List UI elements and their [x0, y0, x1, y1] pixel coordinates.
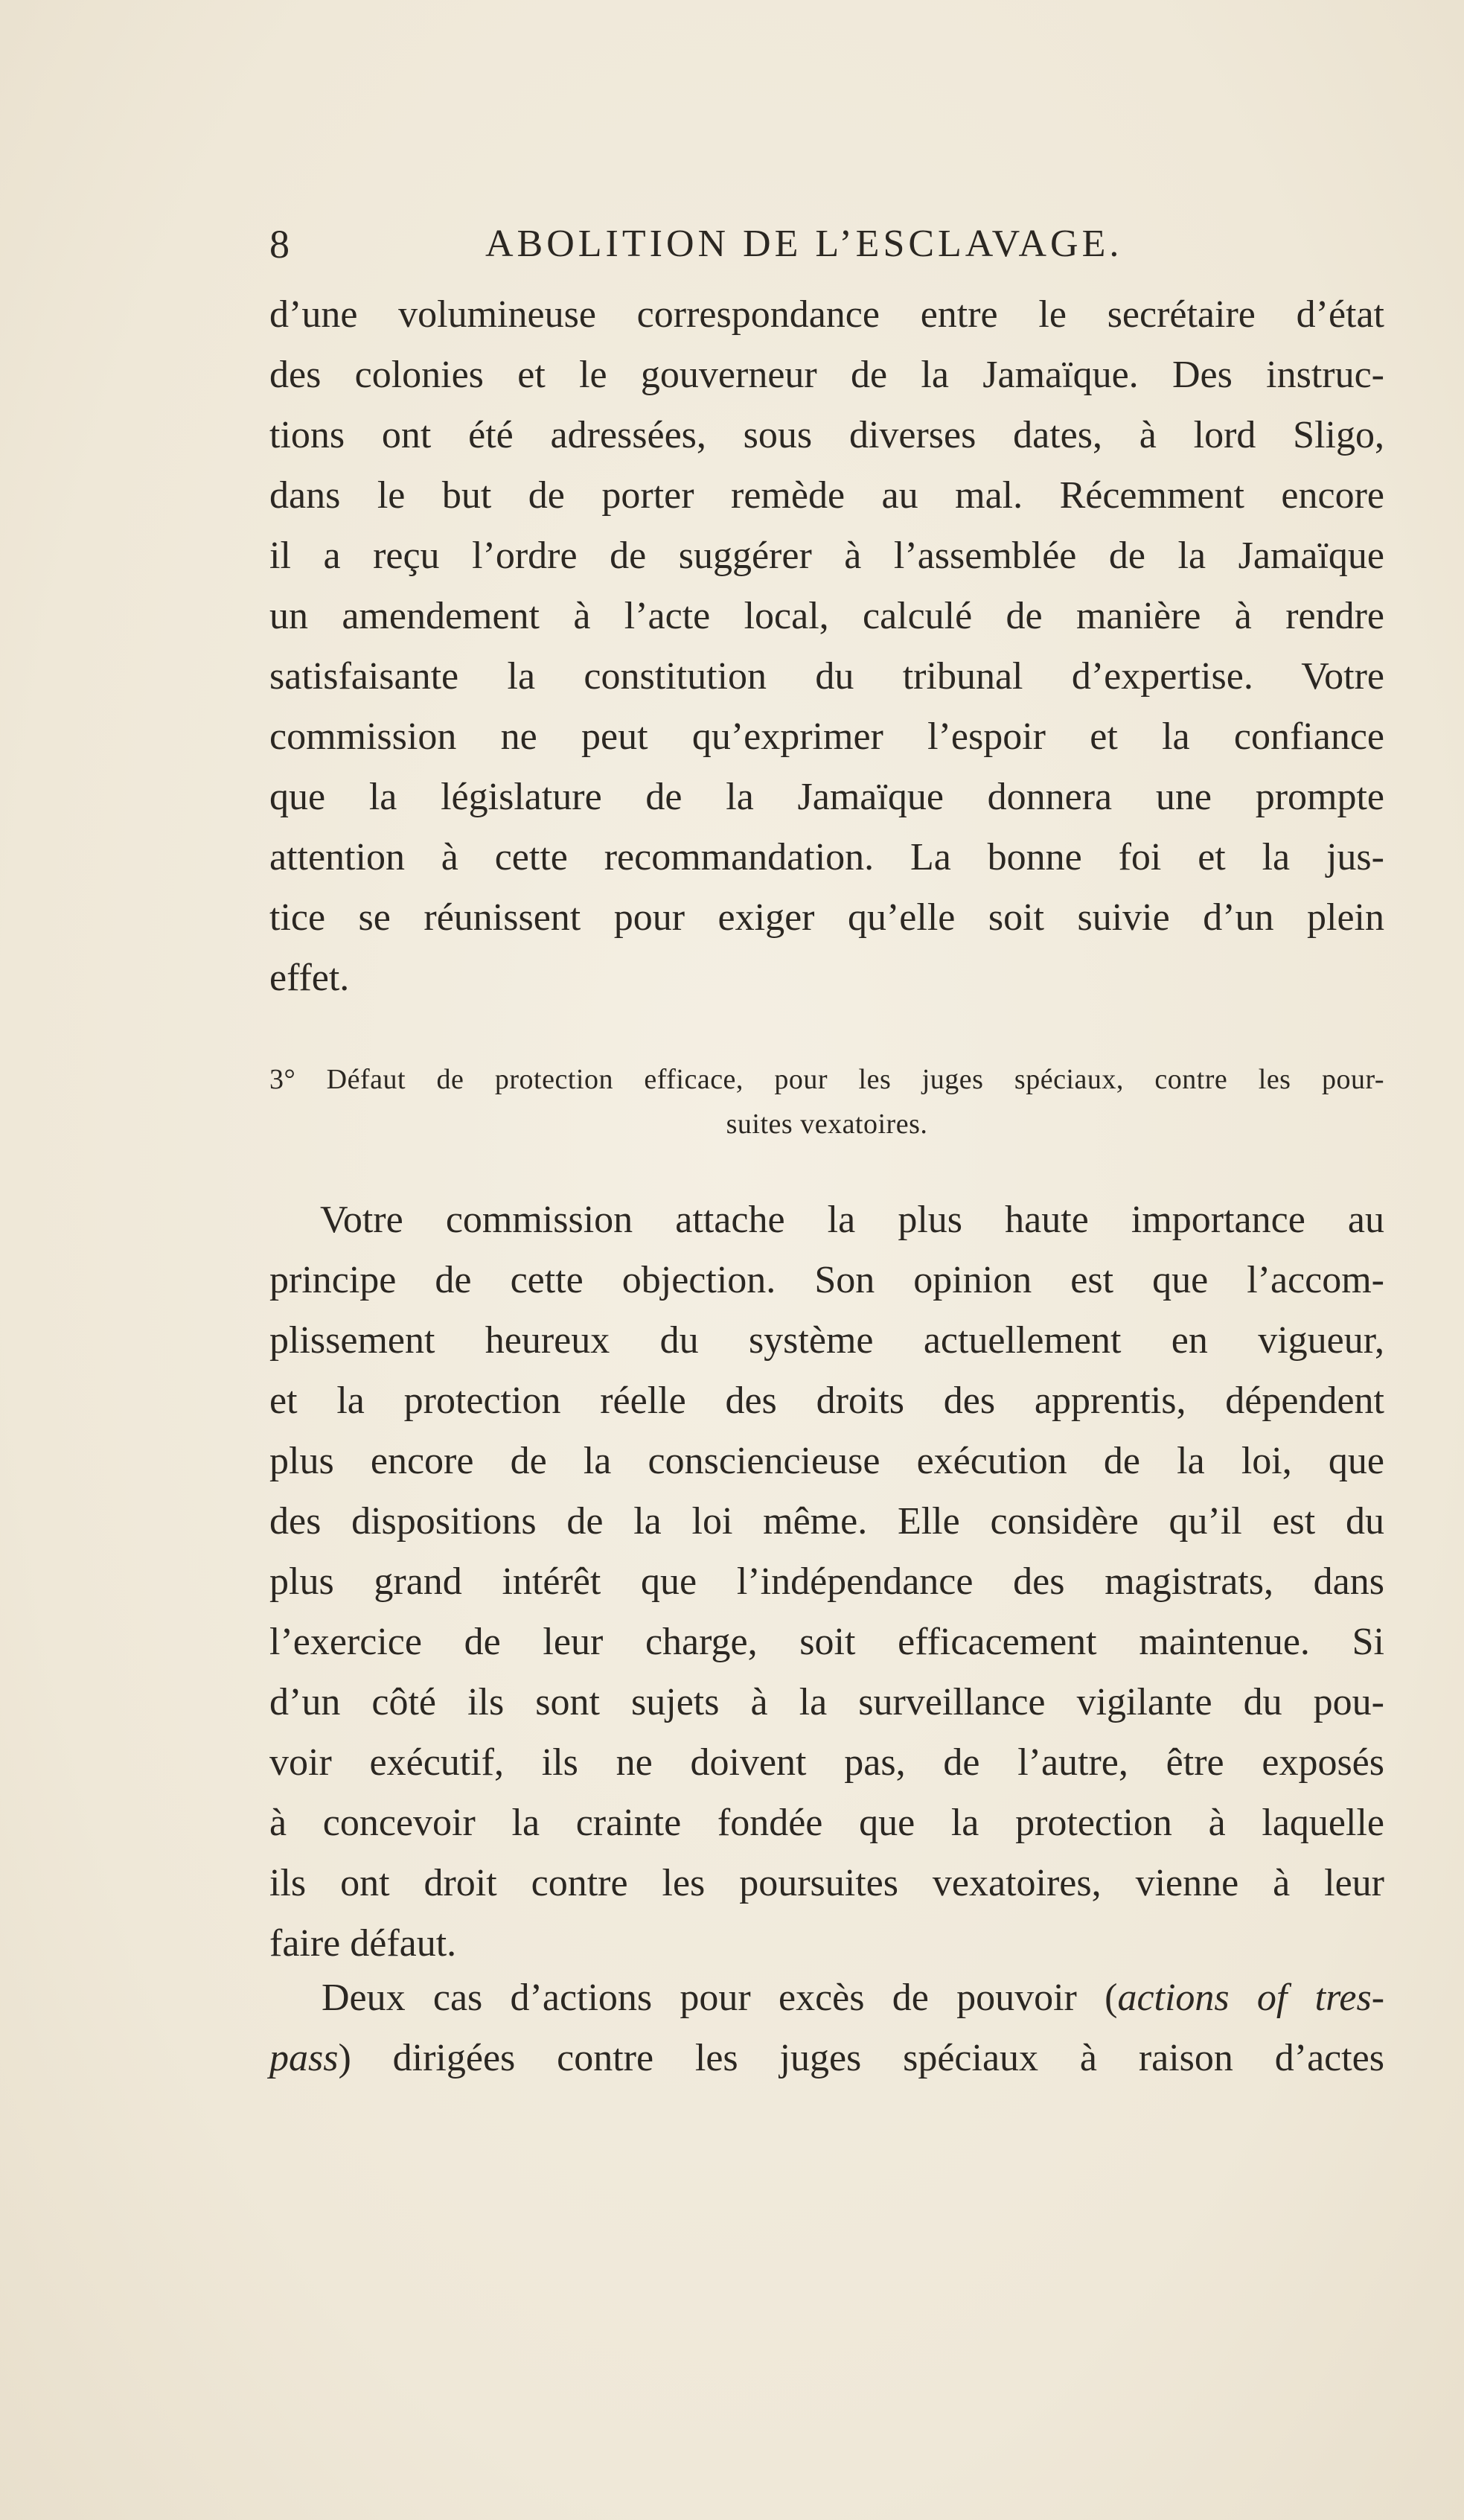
text-line: d’une volumineuse correspondance entre le secrétaire d’état: [269, 293, 1384, 336]
italic-text: pass: [269, 2037, 339, 2079]
text-line: attention à cette recommandation. La bonne foi et la jus-: [269, 836, 1384, 878]
paragraph: [269, 1190, 1384, 1974]
text-line: satisfaisante la constitution du tribunal d’expertise. Votre: [269, 655, 1384, 698]
running-title: ABOLITION DE L’ESCLAVAGE.: [485, 223, 1123, 265]
italic-text: actions of tres-: [1117, 1977, 1385, 2019]
text-line: ils ont droit contre les poursuites vexatoires, vienne à leur: [269, 1862, 1384, 1904]
text-line: [269, 1968, 1384, 2028]
text-line: des dispositions de la loi même. Elle considère qu’il est du: [269, 1500, 1384, 1543]
section-heading-line: 3° Défaut de protection efficace, pour les juges spéciaux, contre les pour-: [269, 1064, 1384, 1095]
section-heading: [269, 1057, 1384, 1146]
text-line: à concevoir la crainte fondée que la protection à laquelle: [269, 1802, 1384, 1844]
text-run: ) dirigées contre les juges spéciaux à raison d’actes: [338, 2037, 1384, 2079]
text-line: d’un côté ils sont sujets à la surveillance vigilante du pou-: [269, 1681, 1384, 1723]
paragraph: [269, 1968, 1384, 2088]
text-line: un amendement à l’acte local, calculé de manière à rendre: [269, 595, 1384, 637]
text-line: l’exercice de leur charge, soit efficacement maintenue. Si: [269, 1621, 1384, 1663]
text-line: plus encore de la consciencieuse exécution de la loi, que: [269, 1440, 1384, 1482]
text-run: Deux cas d’actions pour excès de pouvoir (: [322, 1977, 1118, 2019]
text-line: et la protection réelle des droits des apprentis, dépendent: [269, 1379, 1384, 1422]
text-line: faire défaut.: [269, 1922, 457, 1965]
text-line: tice se réunissent pour exiger qu’elle soit suivie d’un plein: [269, 896, 1384, 939]
page-number: 8: [269, 222, 290, 267]
text-line: tions ont été adressées, sous diverses dates, à lord Sligo,: [269, 414, 1384, 456]
text-line: principe de cette objection. Son opinion est que l’accom-: [269, 1259, 1384, 1301]
text-line: commission ne peut qu’exprimer l’espoir et la confiance: [269, 715, 1384, 758]
text-line: il a reçu l’ordre de suggérer à l’assemblée de la Jamaïque: [269, 535, 1384, 577]
page-header: [269, 214, 1386, 274]
text-line: dans le but de porter remède au mal. Récemment encore: [269, 474, 1384, 517]
text-line: [269, 2028, 1384, 2088]
text-line: plissement heureux du système actuellement en vigueur,: [269, 1319, 1384, 1362]
text-line: effet.: [269, 957, 350, 999]
paragraph-continued: [269, 284, 1384, 1008]
text-line: que la législature de la Jamaïque donnera une prompte: [269, 776, 1384, 818]
section-heading-line: suites vexatoires.: [726, 1109, 928, 1140]
text-line: Votre commission attache la plus haute importance au: [320, 1199, 1384, 1241]
text-line: voir exécutif, ils ne doivent pas, de l’autre, être exposés: [269, 1741, 1384, 1784]
text-line: plus grand intérêt que l’indépendance des magistrats, dans: [269, 1560, 1384, 1603]
text-line: des colonies et le gouverneur de la Jamaïque. Des instruc-: [269, 354, 1384, 396]
